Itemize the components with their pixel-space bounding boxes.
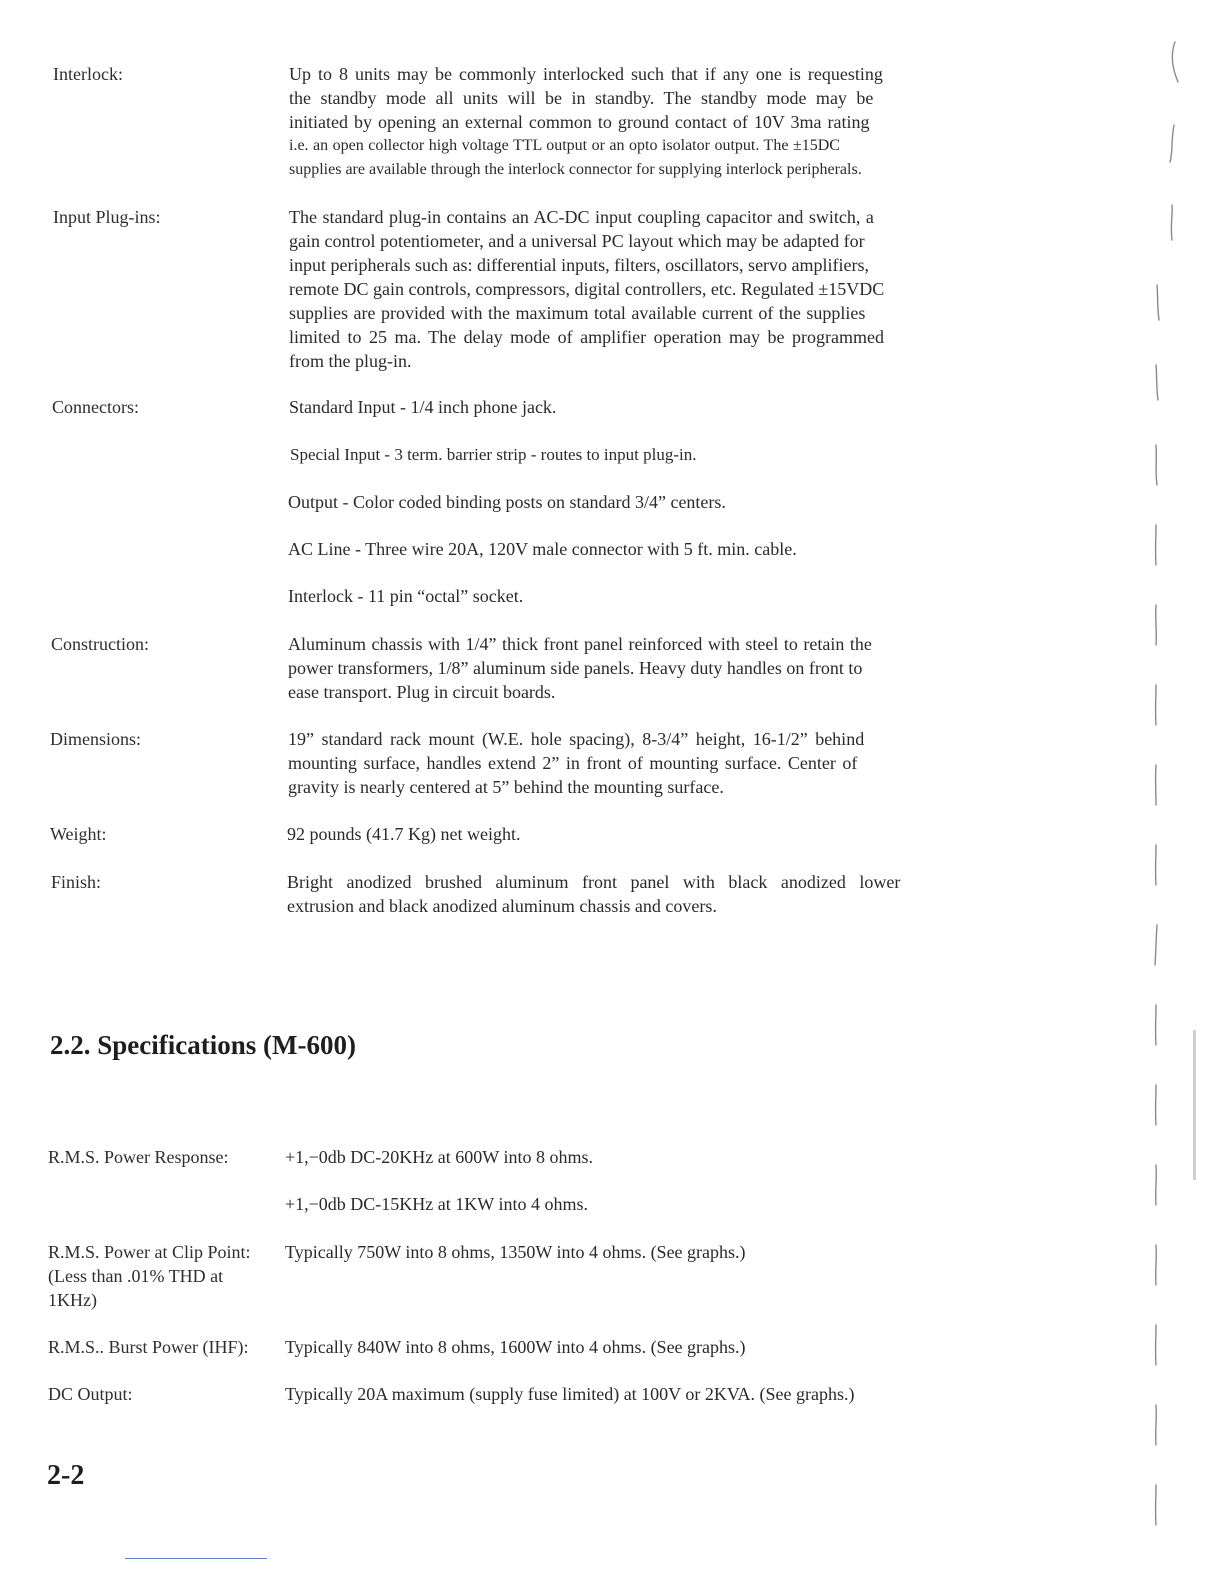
spec-line: input peripherals such as: differential inputs, filters, oscillators, servo amplifiers, (289, 255, 870, 275)
spec-line: Up to 8 units may be commonly interlocked such that if any one is requesting (289, 64, 883, 84)
spec-label-line: R.M.S. Power Response: (48, 1147, 229, 1167)
spec-line: 19” standard rack mount (W.E. hole spacing), 8-3/4” height, 16-1/2” behind (288, 729, 865, 749)
spec-value (288, 632, 954, 704)
spec-line: extrusion and black anodized aluminum chassis and covers. (287, 896, 717, 916)
spec-value (285, 1335, 955, 1359)
spec-label-line: R.M.S. Power at Clip Point: (48, 1242, 251, 1262)
spec-value (285, 1192, 955, 1216)
spec-value (287, 822, 953, 846)
spec-line: Bright anodized brushed aluminum front panel with black anodized lower (287, 872, 901, 892)
spec-line: Output - Color coded binding posts on standard 3/4” centers. (288, 492, 726, 512)
spec-line: Special Input - 3 term. barrier strip - routes to input plug-in. (290, 445, 697, 464)
spec-value (290, 443, 956, 467)
spec-line: +1,−0db DC-20KHz at 600W into 8 ohms. (285, 1147, 593, 1167)
spec-line: gain control potentiometer, and a universal PC layout which may be adapted for (289, 231, 865, 251)
spec-value (289, 62, 955, 182)
spec-line: initiated by opening an external common to ground contact of 10V 3ma rating (289, 112, 870, 132)
spec-value (285, 1382, 955, 1406)
spec-label: Finish: (51, 872, 102, 892)
spec-value (288, 490, 954, 514)
spec-value (288, 537, 954, 561)
spec-line: +1,−0db DC-15KHz at 1KW into 4 ohms. (285, 1194, 588, 1214)
spec-label: Dimensions: (50, 729, 142, 749)
spec-line: gravity is nearly centered at 5” behind the mounting surface. (288, 777, 724, 797)
spec-label-line: (Less than .01% THD at (48, 1266, 224, 1286)
spec-value (287, 870, 953, 918)
binding-marks-decoration (1140, 30, 1224, 1584)
page-number: 2-2 (47, 1460, 85, 1491)
spec-line: Typically 20A maximum (supply fuse limited) at 100V or 2KVA. (See graphs.) (285, 1384, 855, 1404)
footer-rule (125, 1558, 267, 1559)
spec-line: power transformers, 1/8” aluminum side panels. Heavy duty handles on front to (288, 658, 863, 678)
spec-line: 92 pounds (41.7 Kg) net weight. (287, 824, 521, 844)
spec-line: from the plug-in. (289, 351, 412, 371)
spec-label: Input Plug-ins: (53, 207, 161, 227)
spec-label: Construction: (51, 634, 149, 654)
spec-value (288, 727, 954, 799)
spec-line: mounting surface, handles extend 2” in front of mounting surface. Center of (288, 753, 858, 773)
spec-value (288, 584, 954, 608)
spec-line: The standard plug-in contains an AC-DC input coupling capacitor and switch, a (289, 207, 874, 227)
spec-line: limited to 25 ma. The delay mode of amplifier operation may be programmed (289, 327, 885, 347)
spec-line: ease transport. Plug in circuit boards. (288, 682, 556, 702)
spec-line: supplies are available through the interlock connector for supplying interlock peripherals. (289, 161, 862, 178)
spec-line: the standby mode all units will be in standby. The standby mode may be (289, 88, 874, 108)
spec-value (289, 395, 955, 419)
spec-label (48, 1145, 229, 1169)
spec-line: Typically 750W into 8 ohms, 1350W into 4 ohms. (See graphs.) (285, 1242, 746, 1262)
spec-label: Interlock: (53, 64, 123, 84)
spec-line: supplies are provided with the maximum total available current of the supplies (289, 303, 866, 323)
spec-line: Standard Input - 1/4 inch phone jack. (289, 397, 557, 417)
spec-line: remote DC gain controls, compressors, digital controllers, etc. Regulated ±15VDC (289, 279, 885, 299)
spec-line: Typically 840W into 8 ohms, 1600W into 4 ohms. (See graphs.) (285, 1337, 746, 1357)
spec-line: Interlock - 11 pin “octal” socket. (288, 586, 524, 606)
spec-value (289, 205, 955, 373)
spec-label (48, 1335, 249, 1359)
spec-line: Aluminum chassis with 1/4” thick front panel reinforced with steel to retain the (288, 634, 872, 654)
spec-label: Weight: (50, 824, 107, 844)
spec-label: Connectors: (52, 397, 139, 417)
spec-label-line: 1KHz) (48, 1290, 97, 1310)
spec-label-line: DC Output: (48, 1384, 133, 1404)
spec-label-line: R.M.S.. Burst Power (IHF): (48, 1337, 249, 1357)
spec-line: AC Line - Three wire 20A, 120V male connector with 5 ft. min. cable. (288, 539, 797, 559)
spec-line: i.e. an open collector high voltage TTL output or an opto isolator output. The ±15DC (289, 137, 840, 154)
spec-label (48, 1240, 251, 1312)
section-heading: 2.2. Specifications (M-600) (50, 1030, 356, 1060)
spec-value (285, 1145, 955, 1169)
spec-value (285, 1240, 955, 1264)
spec-label (48, 1382, 133, 1406)
